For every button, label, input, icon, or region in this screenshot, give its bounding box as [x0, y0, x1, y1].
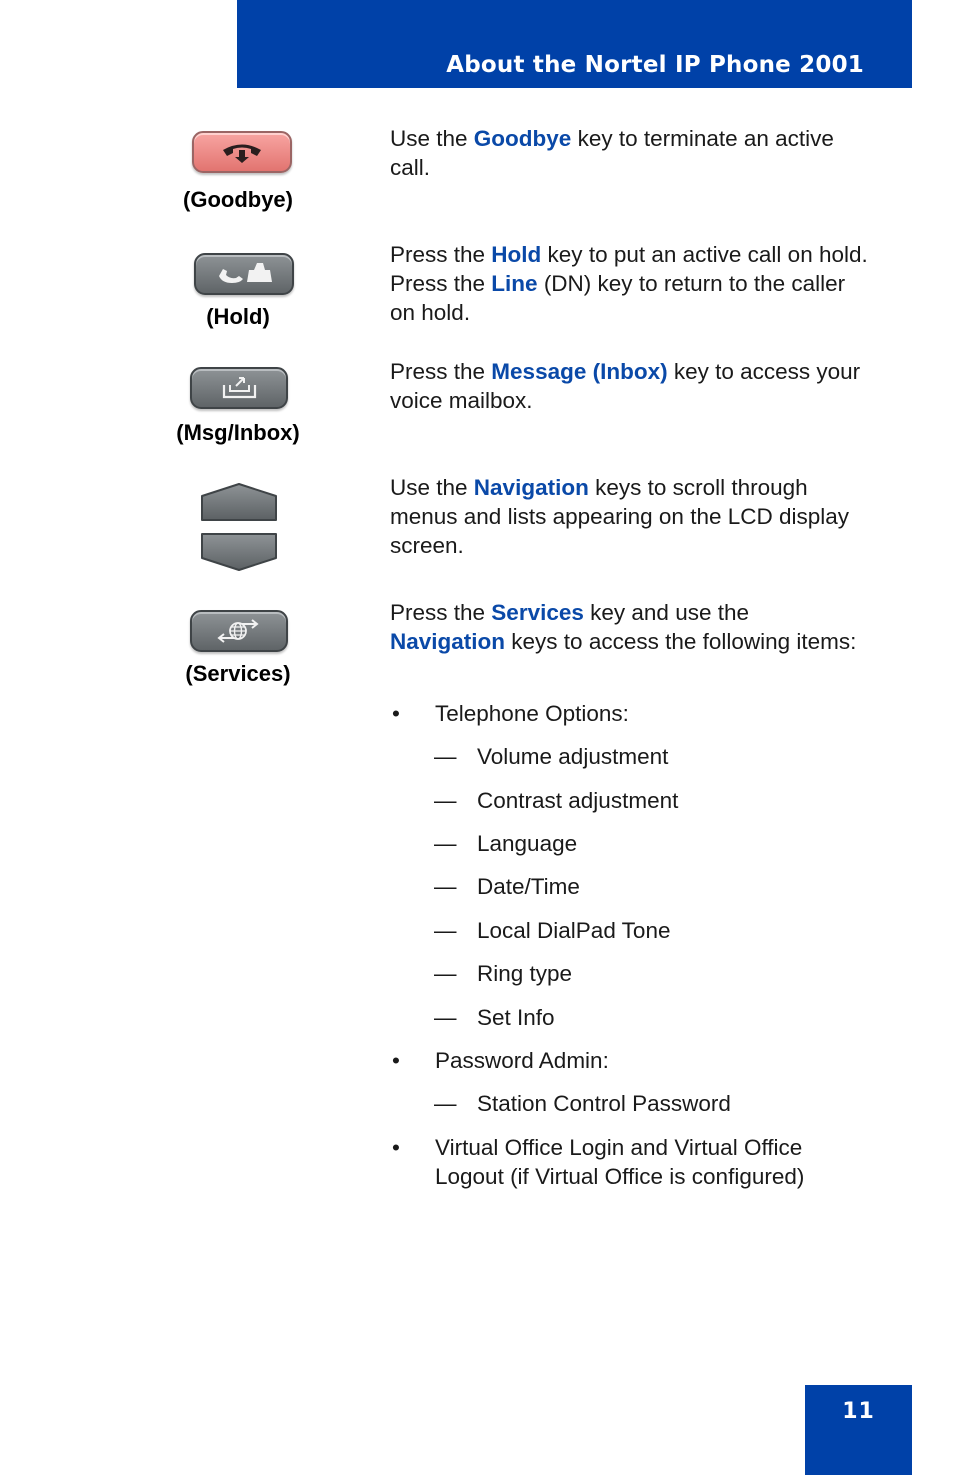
list-item-label: Virtual Office Login and Virtual Office Logout (if Virtual Office is configured) [435, 1135, 805, 1189]
list-subitem-label: Local DialPad Tone [477, 918, 671, 943]
navigation-down-key [202, 534, 276, 570]
bullet-marker: • [392, 1048, 400, 1073]
goodbye-caption: (Goodbye) [183, 187, 293, 212]
list-item-label: Password Admin: [435, 1048, 609, 1073]
bullet-marker: • [392, 1135, 400, 1160]
desc-text: key to put an active call on hold. Press the [390, 242, 868, 296]
msg-inbox-description [390, 357, 870, 415]
desc-text: Press the [390, 242, 492, 267]
desc-text: key to terminate an active call. [390, 126, 834, 180]
page-number: 11 [842, 1399, 875, 1424]
navigation-keys [200, 482, 278, 574]
list-subitem-label: Ring type [477, 961, 573, 986]
services-globe-arrows-icon [192, 612, 286, 650]
list-subitem-label: Contrast adjustment [477, 788, 679, 813]
dash-marker: — [434, 831, 457, 856]
hold-keyword: Hold [491, 242, 542, 267]
page-header-title: About the Nortel IP Phone 2001 [446, 52, 864, 78]
desc-text: key and use the [583, 600, 750, 625]
hold-caption: (Hold) [206, 304, 270, 329]
message-inbox-keyword: Message (Inbox) [491, 359, 668, 384]
goodbye-key [192, 131, 292, 173]
desc-text: keys to access the following items: [505, 629, 857, 654]
goodbye-description [390, 124, 870, 182]
services-caption: (Services) [185, 661, 291, 686]
services-key [190, 610, 288, 652]
msg-inbox-caption: (Msg/Inbox) [176, 420, 300, 445]
line-keyword: Line [491, 271, 538, 296]
hold-handset-icon [196, 255, 292, 293]
hold-description [390, 240, 870, 327]
services-keyword: Services [491, 600, 584, 625]
dash-marker: — [434, 918, 457, 943]
bullet-marker: • [392, 701, 400, 726]
desc-text: Use the [390, 126, 474, 151]
list-item-label: Telephone Options: [435, 701, 629, 726]
list-subitem-label: Language [477, 831, 578, 856]
desc-text: keys to scroll through menus and lists appearing on the LCD display screen. [390, 475, 850, 558]
desc-text: key to access your voice mailbox. [390, 359, 861, 413]
msg-inbox-key [190, 367, 288, 409]
dash-marker: — [434, 961, 457, 986]
dash-marker: — [434, 788, 457, 813]
desc-text: Press the [390, 600, 492, 625]
desc-text: Use the [390, 475, 474, 500]
dash-marker: — [434, 1005, 457, 1030]
navigation-description [390, 473, 870, 560]
header-band [237, 0, 912, 88]
list-subitem-label: Set Info [477, 1005, 555, 1030]
dash-marker: — [434, 874, 457, 899]
goodbye-keyword: Goodbye [473, 126, 572, 151]
navigation-up-key [202, 484, 276, 520]
inbox-icon [192, 369, 286, 407]
dash-marker: — [434, 744, 457, 769]
hold-key [194, 253, 294, 295]
services-description [390, 598, 870, 656]
list-subitem-label: Station Control Password [477, 1091, 731, 1116]
navigation-keyword: Navigation [473, 475, 589, 500]
handset-hangup-icon [194, 133, 290, 171]
desc-text: Press the [390, 359, 492, 384]
page-number-badge [805, 1385, 912, 1475]
list-subitem-label: Volume adjustment [477, 744, 669, 769]
list-subitem-label: Date/Time [477, 874, 580, 899]
navigation-keyword: Navigation [390, 629, 506, 654]
desc-text: (DN) key to return to the caller on hold. [390, 271, 846, 325]
dash-marker: — [434, 1091, 457, 1116]
